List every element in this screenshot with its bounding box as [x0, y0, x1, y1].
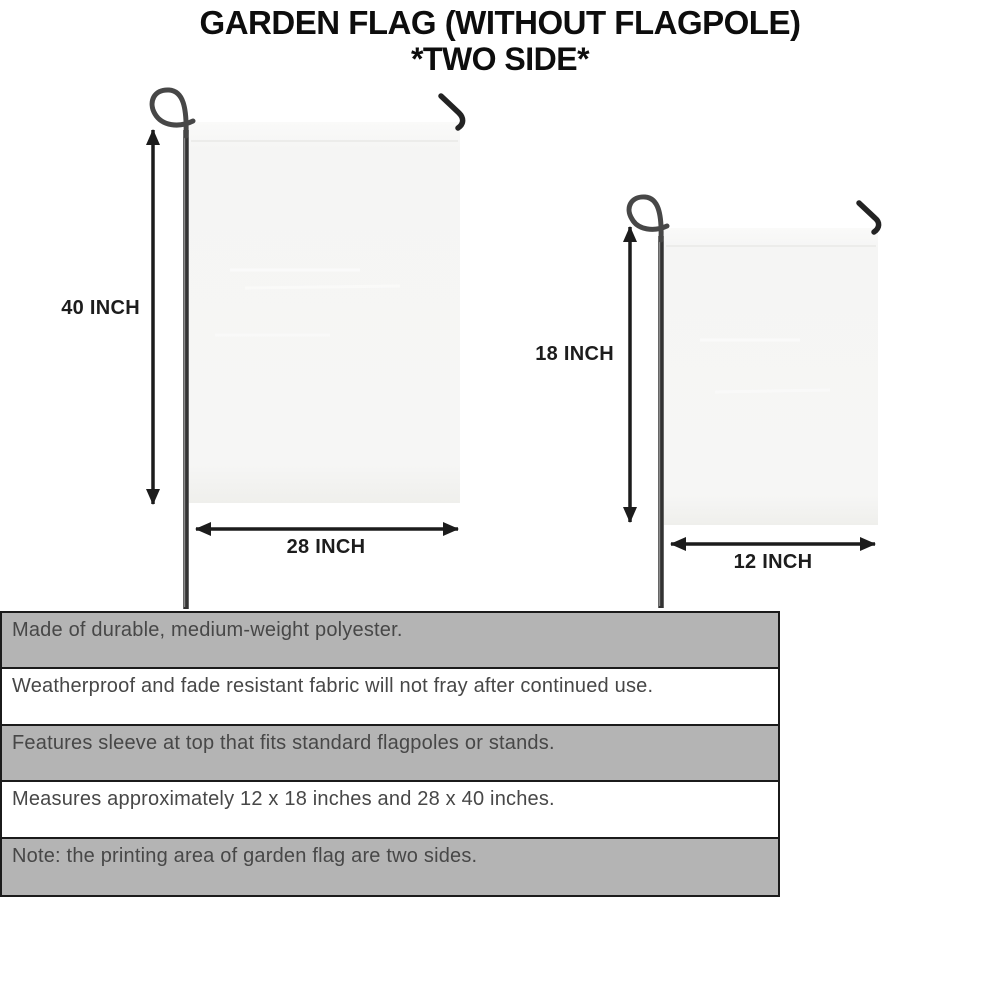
small-flag-group: [629, 197, 879, 608]
page-subtitle: *TWO SIDE*: [410, 41, 590, 78]
dimension-label-width-small: 12 INCH: [733, 551, 813, 573]
large-pole-loop: [152, 90, 193, 136]
page-title: GARDEN FLAG (WITHOUT FLAGPOLE): [199, 4, 801, 41]
dimension-label-height-large: 40 INCH: [61, 297, 140, 319]
small-pole-hook: [859, 203, 879, 232]
spec-row-measures: Measures approximately 12 x 18 inches and 28 x 40 inches.: [2, 782, 778, 838]
flag-wrinkle: [245, 286, 400, 288]
flag-wrinkle: [715, 390, 830, 392]
spec-table: [0, 611, 780, 897]
dimension-label-height-small: 18 INCH: [535, 343, 614, 365]
large-flag-canvas: [189, 122, 460, 503]
large-flag-group: [152, 90, 463, 609]
dimension-label-width-large: 28 INCH: [286, 536, 366, 558]
spec-row-note: Note: the printing area of garden flag are two sides.: [2, 839, 778, 895]
small-flag-canvas: [664, 228, 878, 525]
spec-row-sleeve: Features sleeve at top that fits standard flagpoles or stands.: [2, 726, 778, 782]
spec-row-weatherproof: Weatherproof and fade resistant fabric will not fray after continued use.: [2, 669, 778, 725]
small-pole-loop: [629, 197, 667, 240]
spec-row-material: Made of durable, medium-weight polyester.: [2, 613, 778, 669]
